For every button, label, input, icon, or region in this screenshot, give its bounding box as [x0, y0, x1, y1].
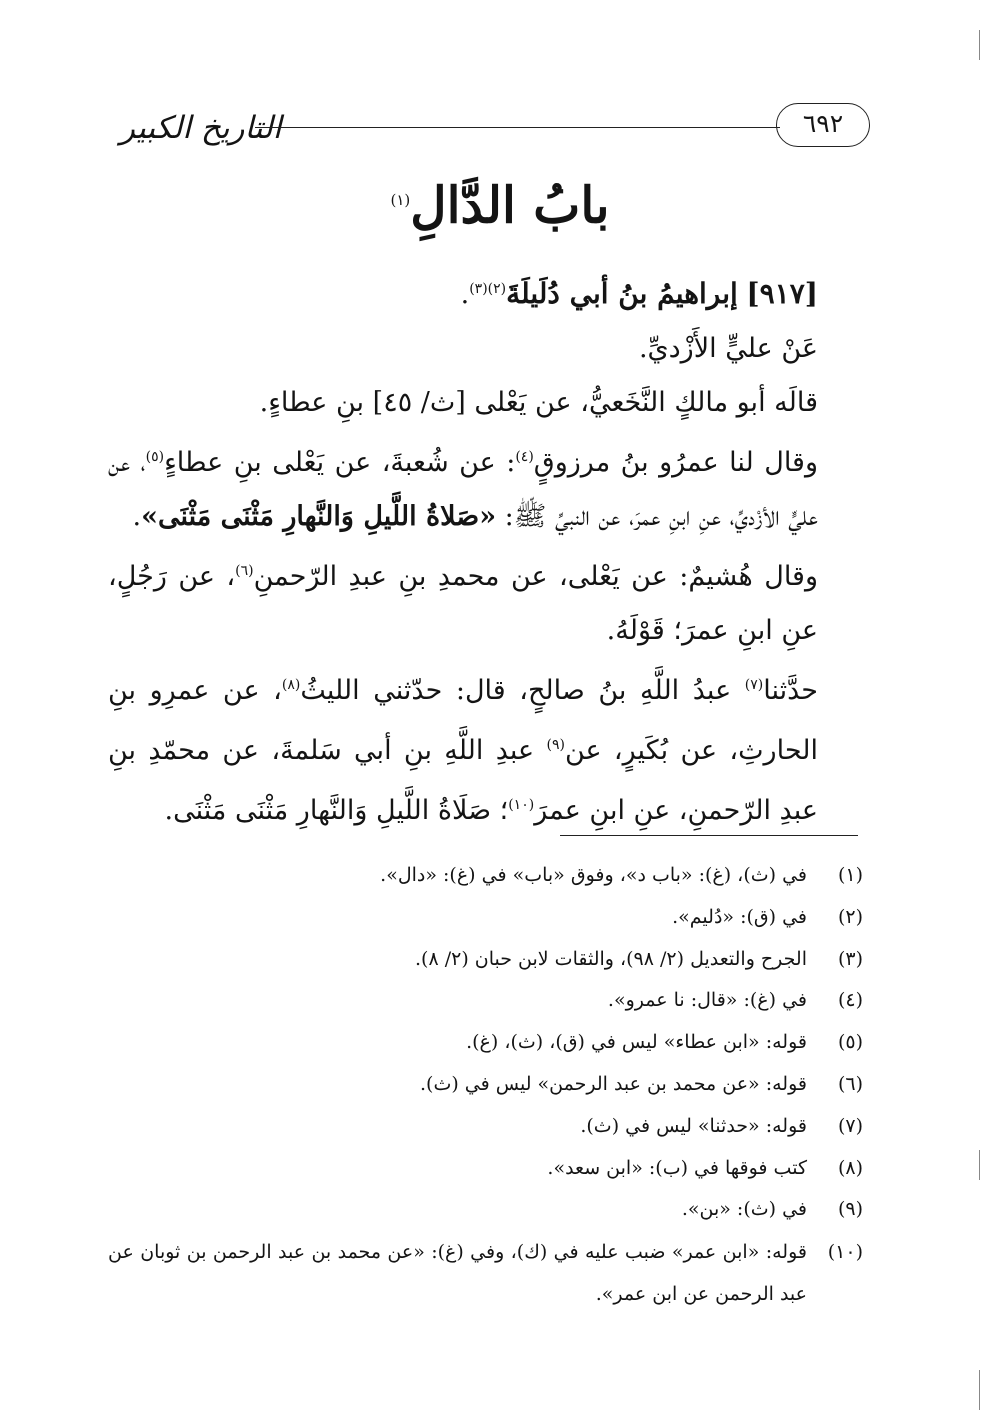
footnote-ref: (٨) [281, 677, 301, 693]
footnote-separator [560, 835, 858, 836]
header-rule [255, 127, 780, 128]
paragraph-4 [108, 544, 818, 658]
paragraph-1: عَنْ عليٍّ الأَزْديِّ. [638, 333, 818, 364]
footnote-text: قوله: «عن محمد بن عبد الرحمن» ليس في (ث). [420, 1072, 807, 1095]
footnote-ref: (١) [390, 191, 411, 209]
footnote [108, 1148, 863, 1190]
text-run: ، عن عمرِو بنِ الحارثِ، عن بُكَيرٍ، عن [108, 675, 818, 766]
footnote-ref: (٧) [744, 677, 764, 693]
footnote [108, 980, 863, 1022]
text-run: وقال هُشيمٌ: عن يَعْلى، عن محمدِ بنِ عبدِ الرّحمنِ [253, 561, 818, 592]
text-run: ؛ صَلَاةُ اللَّيلِ وَالنَّهارِ مَثْنَى مَثْنَى. [164, 795, 509, 826]
text-run: عبدِ اللَّهِ بنِ أبي سَلمةَ، عن محمّدِ بنِ عبدِ الرّحمنِ، عنِ ابنِ عمرَ [108, 735, 818, 826]
running-title: التاريخ الكبير [120, 110, 282, 146]
footnote [108, 1189, 863, 1231]
footnote-number: (١) [837, 864, 863, 886]
text-run: حدَّثنا [763, 675, 818, 706]
footnote-number: (٣) [837, 947, 863, 970]
paragraph-3 [108, 430, 818, 544]
text-run: . [132, 501, 142, 532]
text-run: عبدُ اللَّهِ بنُ صالحٍ، قال: حدّثني الليثُ [300, 675, 745, 706]
paragraph-2: قالَه أبو مالكٍ النَّخَعيُّ، عن يَعْلى [ث/ ٤٥] بنِ عطاءٍ. [259, 387, 818, 418]
footnote-ref: (٩) [546, 737, 565, 753]
footnote-number: (٩) [837, 1198, 863, 1221]
hadith-quote: «صَلاةُ اللَّيلِ وَالنَّهارِ مَثْنَى مَثْنَى» [141, 501, 497, 532]
footnote-number: (٥) [837, 1031, 863, 1054]
footnote-ref: (٢)(٣) [469, 281, 507, 297]
chapter-title [360, 160, 640, 240]
text-run: وقال لنا عمرُو بنُ مرزوقٍ [533, 447, 818, 478]
scan-mark [979, 1370, 980, 1410]
scan-mark [979, 1150, 980, 1180]
text-run: ، عن عليٍّ الأزْديِّ، عنِ ابنِ عمرَ، عن النبيِّ ﷺ: [108, 447, 818, 532]
footnote-text: في (ث): «بن». [681, 1198, 807, 1221]
footnote [108, 855, 863, 897]
footnote-number: (٨) [837, 1156, 863, 1179]
footnote [108, 1064, 863, 1106]
footnote [108, 897, 863, 939]
footnote-number: (٧) [837, 1114, 863, 1137]
footnote-number: (٤) [837, 989, 863, 1012]
chapter-title-text: بابُ الدَّالِ [410, 175, 610, 235]
footnote-text: كتب فوقها في (ب): «ابن سعد». [547, 1156, 807, 1179]
footnote-text: الجرح والتعديل (٢/ ٩٨)، والثقات لابن حبان (٢/ ٨). [415, 947, 807, 970]
paragraph-5 [108, 658, 818, 838]
footnote-ref: (٤) [515, 449, 534, 465]
footnote-text: في (ث)، (غ): «باب د»، وفوق «باب» في (غ): «دال». [380, 864, 807, 886]
footnotes [108, 855, 863, 1315]
entry-name: إبراهيمُ بنُ أبي دُلَيلَةَ [506, 277, 738, 310]
footnote [108, 1022, 863, 1064]
entry-body [108, 262, 818, 838]
text-run: : عن شُعبةَ، عن يَعْلى بنِ عطاءٍ [164, 447, 516, 478]
footnote-number: (٢) [837, 905, 863, 928]
entry-number: [٩١٧] [746, 277, 818, 310]
footnote [108, 1106, 863, 1148]
footnote [108, 939, 863, 981]
page-number: ٦٩٢ [776, 103, 870, 147]
entry-heading: [٩١٧] إبراهيمُ بنُ أبي دُلَيلَةَ$^{(٢)(٣)}$. [460, 277, 818, 310]
footnote-ref: (٥) [145, 449, 165, 465]
footnote-number: (٦) [837, 1072, 863, 1095]
footnote-number: (١٠) [827, 1241, 863, 1264]
footnote-text: قوله: «ابن عطاء» ليس في (ق)، (ث)، (غ). [466, 1031, 807, 1054]
scan-mark [979, 30, 980, 60]
text-run: ، عن رَجُلٍ، عنِ ابنِ عمرَ؛ قَوْلَهُ. [108, 561, 818, 646]
footnote-ref: (٦) [235, 563, 254, 579]
footnote [108, 1231, 863, 1315]
footnote-ref: (١٠) [508, 797, 535, 813]
footnote-text: قوله: «حدثنا» ليس في (ث). [580, 1114, 807, 1137]
footnote-text: قوله: «ابن عمر» ضبب عليه في (ك)، وفي (غ): «عن محمد بن عبد الرحمن بن ثوبان عن عبد الرحمن عن ابن عمر». [108, 1241, 807, 1306]
footnote-text: في (غ): «قال: نا عمرو». [607, 989, 807, 1012]
footnote-text: في (ق): «دُليم». [672, 905, 807, 928]
